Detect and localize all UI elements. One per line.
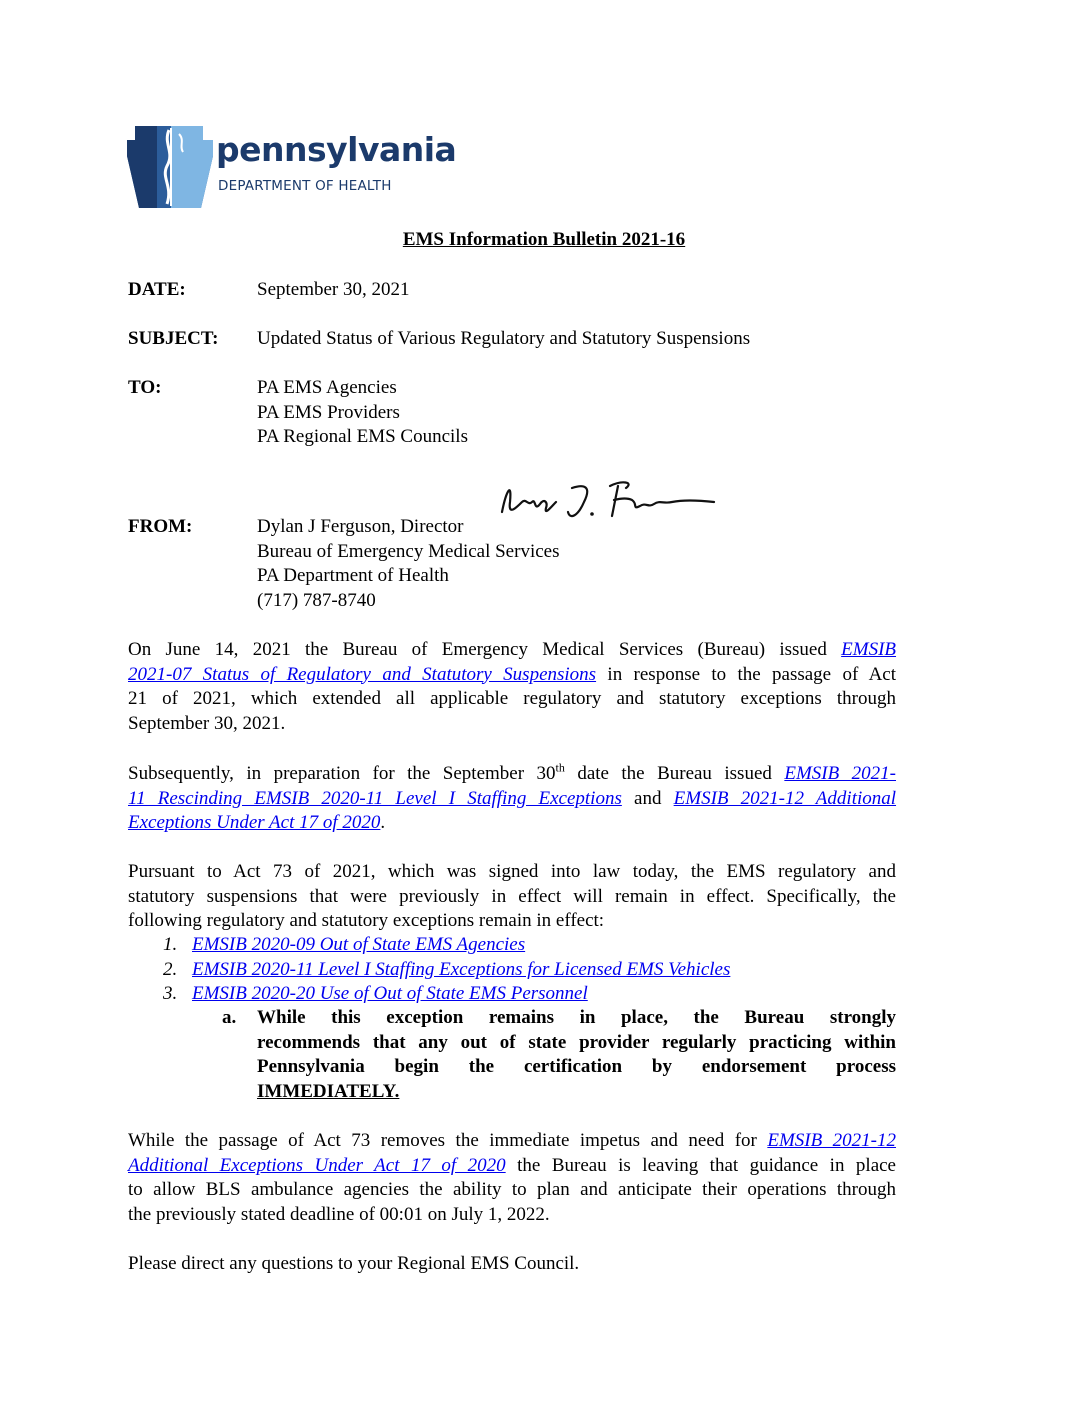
paragraph-text: in response to the passage of Act [607,663,896,685]
paragraph-line [128,1154,896,1179]
paragraph-line [128,638,896,663]
closing-line: Please direct any questions to your Regional EMS Council. [128,1253,580,1274]
emsib-2021-12-link[interactable]: EMSIB 2021-12 Additional [673,787,897,809]
from-label: FROM: [128,516,193,537]
emsib-2021-11-link-cont[interactable]: 11 Rescinding EMSIB 2020-11 Level I Staffing Exceptions [128,787,622,809]
to-label: TO: [128,377,162,398]
date-value [257,278,410,303]
sub-item-text [257,1006,896,1104]
paragraph-line: September 30, 2021. [128,712,286,734]
emsib-2021-11-link[interactable]: EMSIB 2021- [784,763,896,784]
logo-subtitle: DEPARTMENT OF HEALTH [218,178,392,194]
logo-name: pennsylvania [216,130,457,169]
paragraph-line: following regulatory and statutory exceptions remain in effect: [128,910,605,931]
paragraph-text: the Bureau is leaving that guidance in place [517,1154,896,1176]
keystone-icon [127,126,213,208]
paragraph-text: Subsequently, in preparation for the September 30 [128,763,556,784]
paragraph-line: the previously stated deadline of 00:01 on July 1, 2022. [128,1203,550,1225]
paragraph-line [128,787,896,812]
list-item [128,958,896,983]
emsib-2021-07-link-cont[interactable]: 2021-07 Status of Regulatory and Statutory Suspensions [128,663,597,685]
immediately-emphasis: IMMEDIATELY. [257,1080,400,1102]
paragraph-line: Pursuant to Act 73 of 2021, which was signed into law today, the EMS regulatory and [128,861,896,882]
date-label: DATE: [128,279,186,300]
sub-item-letter: a. [222,1007,237,1028]
paragraph-3 [128,860,896,934]
sender-line: PA Department of Health [257,565,449,586]
paragraph-text: and [634,787,662,809]
exceptions-list [128,933,896,1007]
emsib-2020-20-link[interactable]: EMSIB 2020-20 Use of Out of State EMS Personnel [192,983,588,1004]
paragraph-line: 21 of 2021, which extended all applicable regulatory and statutory exceptions through [128,688,896,709]
sub-item-line [257,1080,896,1105]
recipient-line: PA Regional EMS Councils [257,426,468,447]
paragraph-line [128,663,896,688]
paragraph-line: statutory suspensions that were previously in effect will remain in effect. Specifically, the [128,885,896,907]
emsib-2021-12-link-2-cont[interactable]: Additional Exceptions Under Act 17 of 2020 [128,1154,506,1176]
sender-line: (717) 787-8740 [257,589,376,611]
sender-line: Bureau of Emergency Medical Services [257,540,560,562]
sender-line: Dylan J Ferguson, Director [257,516,464,537]
paragraph-line [128,811,896,836]
to-recipients [257,376,468,450]
paragraph-line [128,1129,896,1154]
subject-value [257,327,750,352]
date-text: September 30, 2021 [257,279,410,300]
paragraph-line: to allow BLS ambulance agencies the ability to plan and anticipate their operations through [128,1179,896,1200]
emsib-2021-12-link-cont[interactable]: Exceptions Under Act 17 of 2020 [128,812,381,833]
subject-text: Updated Status of Various Regulatory and Statutory Suspensions [257,328,751,349]
sub-item-line: Pennsylvania begin the certification by endorsement process [257,1056,896,1077]
sub-item-line: While this exception remains in place, the Bureau strongly [257,1007,896,1028]
pa-health-logo [127,126,457,208]
list-item [128,933,896,958]
from-sender [257,515,559,613]
paragraph-text: date the Bureau issued [577,763,772,784]
paragraph-text: While the passage of Act 73 removes the immediate impetus and need for [128,1130,757,1151]
emsib-2020-09-link[interactable]: EMSIB 2020-09 Out of State EMS Agencies [192,934,526,955]
list-item [128,982,896,1007]
paragraph-1 [128,638,896,736]
paragraph-2 [128,762,896,836]
emsib-2021-07-link[interactable]: EMSIB [841,639,897,660]
list-number: 2. [163,958,178,980]
paragraph-text: On June 14, 2021 the Bureau of Emergency Medical Services (Bureau) issued [128,639,827,660]
paragraph-line [128,762,896,787]
bulletin-title: EMS Information Bulletin 2021-16 [402,229,686,250]
recipient-line: PA EMS Agencies [257,377,397,398]
emsib-2020-11-link[interactable]: EMSIB 2020-11 Level I Staffing Exceptions for Licensed EMS Vehicles [192,958,731,980]
sub-item-line: recommends that any out of state provider regularly practicing within [257,1031,896,1053]
paragraph-text: . [380,812,386,833]
subject-label: SUBJECT: [128,328,219,349]
list-number: 1. [163,934,178,955]
recipient-line: PA EMS Providers [257,401,400,423]
emsib-2021-12-link-2[interactable]: EMSIB 2021-12 [767,1130,896,1151]
list-number: 3. [163,983,178,1004]
paragraph-4 [128,1129,896,1227]
superscript: th [555,760,565,775]
